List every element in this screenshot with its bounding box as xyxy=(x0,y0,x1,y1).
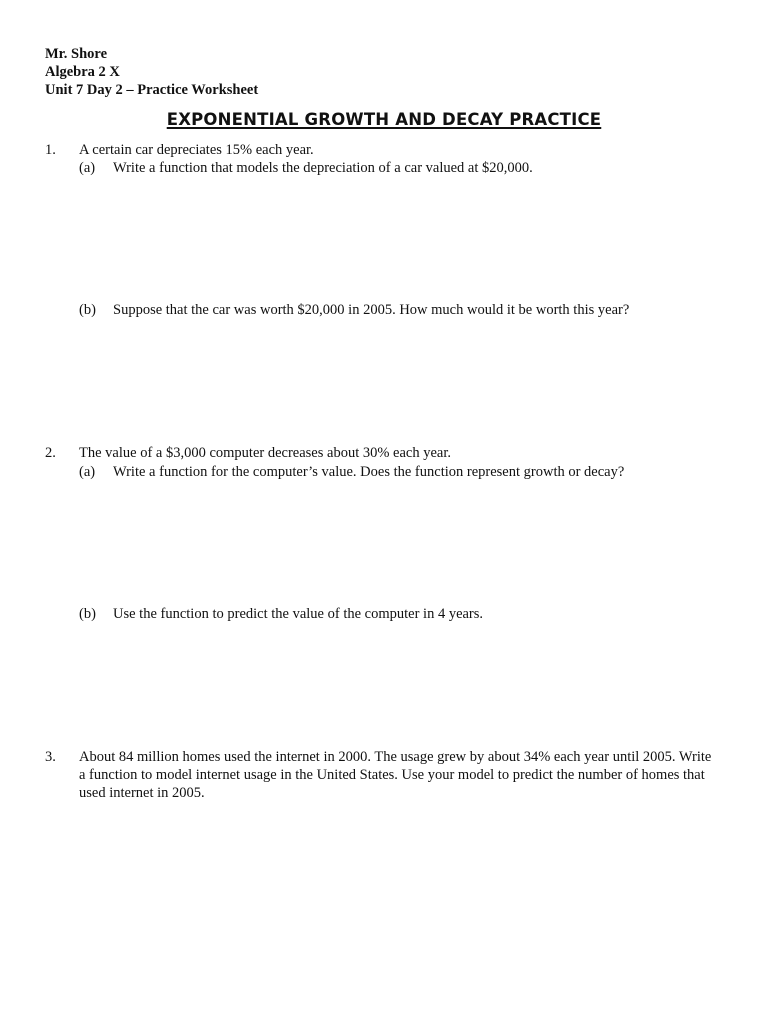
problem-2-number: 2. xyxy=(45,445,56,461)
problem-2b-label: (b) xyxy=(79,606,96,622)
problem-1b-label: (b) xyxy=(79,302,96,318)
problem-1b-text: Suppose that the car was worth $20,000 in 2005. How much would it be worth this year? xyxy=(113,302,630,318)
unit-label: Unit 7 Day 2 – Practice Worksheet xyxy=(45,82,259,98)
problem-1-number: 1. xyxy=(45,142,56,158)
problem-1-stem: A certain car depreciates 15% each year. xyxy=(79,142,314,158)
problem-2-stem: The value of a $3,000 computer decreases about 30% each year. xyxy=(79,445,452,461)
problem-1a-text: Write a function that models the depreciation of a car valued at $20,000. xyxy=(113,160,533,176)
problem-1a-label: (a) xyxy=(79,160,96,176)
problem-2b-text: Use the function to predict the value of the computer in 4 years. xyxy=(113,606,484,622)
worksheet-title xyxy=(0,110,768,129)
problem-3-stem: About 84 million homes used the internet in 2000. The usage grew by about 34% each year until 2005. Write a function to model internet usage in the United States. Use your model to predict the number of homes that used internet in 2005. xyxy=(79,749,712,801)
worksheet-header xyxy=(45,45,258,99)
course-name: Algebra 2 X xyxy=(45,64,120,80)
problem-2a-text: Write a function for the computer’s value. Does the function represent growth or decay? xyxy=(113,464,625,480)
problem-3-number: 3. xyxy=(45,749,56,765)
worksheet-title-text: EXPONENTIAL GROWTH AND DECAY PRACTICE xyxy=(166,110,602,129)
teacher-name: Mr. Shore xyxy=(45,46,108,62)
problem-2a-label: (a) xyxy=(79,464,96,480)
